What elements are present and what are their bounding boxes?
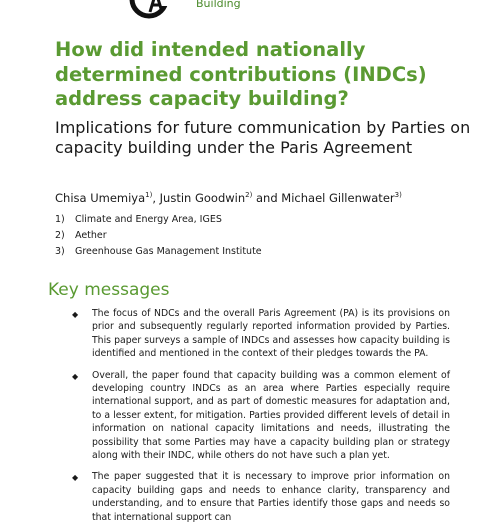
ipa-logo-icon — [128, 0, 170, 20]
affiliation-list — [55, 212, 262, 260]
key-message-text: The focus of NDCs and the overall Paris Agreement (PA) is its provisions on prior and subsequently regularly reported information provided by Parties. This paper surveys a sample of INDCs and assesses how capacity building is identified and mentioned in the context of their pledges towards the PA. — [92, 308, 450, 360]
author-name: Michael Gillenwater — [281, 191, 395, 205]
diamond-bullet-icon: ◆ — [72, 473, 79, 483]
logo-text: Building — [196, 0, 241, 10]
document-subtitle: Implications for future communication by Parties on capacity building under the Paris Agreement — [55, 118, 471, 157]
affiliation-item — [55, 228, 262, 244]
author-line — [55, 191, 402, 205]
key-message-item — [70, 307, 450, 361]
key-messages-heading: Key messages — [48, 280, 170, 300]
key-message-text: The paper suggested that it is necessary to improve prior information on capacity building gaps and needs to enhance clarity, transparency and understanding, and to ensure that Parties identify those gaps and needs so that international support can — [92, 471, 450, 523]
author-affil-ref: 2) — [245, 191, 253, 200]
author-affil-ref: 1) — [145, 191, 153, 200]
affiliation-item — [55, 212, 262, 228]
author-separator: , — [152, 191, 160, 205]
diamond-bullet-icon: ◆ — [72, 310, 79, 319]
key-message-item — [70, 470, 450, 524]
author-affil-ref: 3) — [394, 191, 402, 200]
document-title: How did intended nationally determined contributions (INDCs) address capacity building? — [55, 38, 427, 110]
affiliation-text: Greenhouse Gas Management Institute — [75, 246, 262, 257]
author-name: Justin Goodwin — [159, 191, 246, 205]
key-message-text: Overall, the paper found that capacity building was a common element of developing country INDCs as an area where Parties especially require international support, and as part of domestic measures for adaptation and, to a lesser extent, for mitigation. Parties provided different levels of detail in information on national capacity limitations and needs, illustrating the possibility that some Parties may have a capacity building plan or strategy along with their INDC, while others do not have such a plan yet. — [92, 369, 450, 462]
affiliation-text: Aether — [75, 230, 107, 241]
affiliation-number: 1) — [55, 214, 65, 225]
key-messages-list — [70, 307, 450, 532]
affiliation-number: 3) — [55, 246, 65, 257]
author-separator: and — [252, 191, 282, 205]
affiliation-item — [55, 244, 262, 260]
affiliation-text: Climate and Energy Area, IGES — [75, 214, 222, 225]
author-name: Chisa Umemiya — [55, 191, 146, 205]
diamond-bullet-icon: ◆ — [72, 371, 79, 381]
key-message-item — [70, 369, 450, 463]
affiliation-number: 2) — [55, 230, 65, 241]
